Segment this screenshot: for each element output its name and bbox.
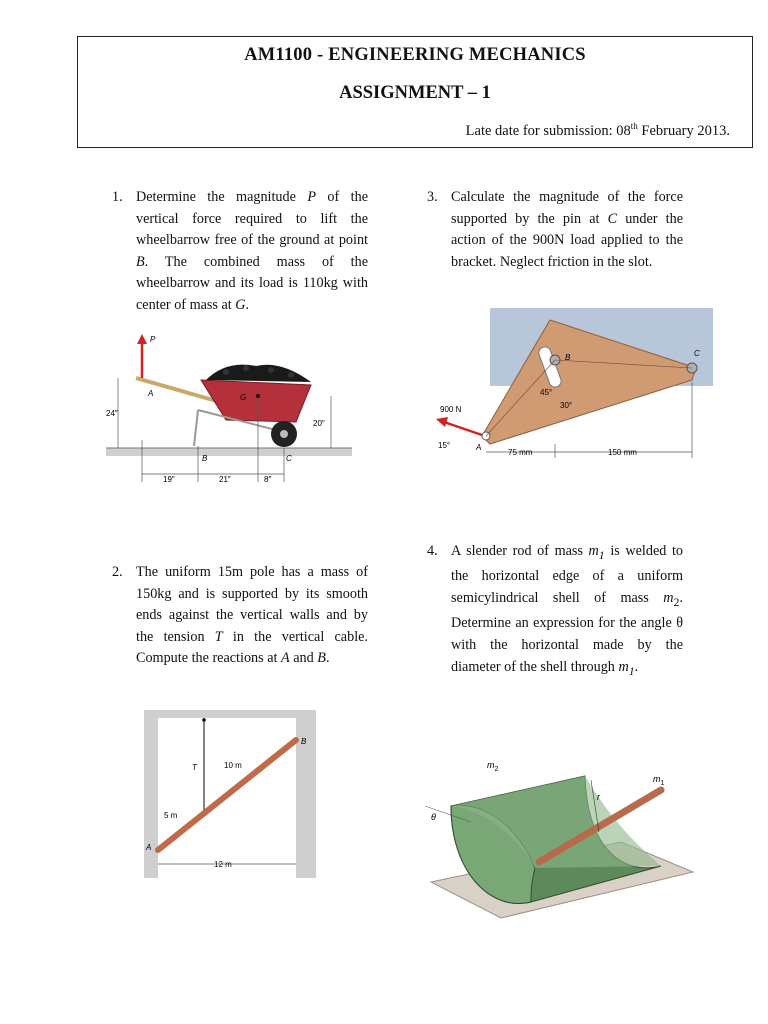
problem-number: 4. — [427, 543, 438, 559]
problem-3: 3. Calculate the magnitude of the force supported by the pin at C under the action of the 900N load applied to the bracket. Neglect friction in the slot. — [427, 189, 683, 270]
label-g: G — [240, 393, 247, 402]
dim-20: 20″ — [313, 419, 325, 428]
angle-45: 45° — [540, 388, 553, 397]
angle-15: 15° — [438, 441, 451, 450]
label-m2: $m_2$ — [487, 760, 499, 773]
course-title: AM1100 - ENGINEERING MECHANICS — [244, 45, 586, 65]
header-box — [77, 36, 753, 148]
shell-figure — [411, 742, 701, 928]
label-r: r — [597, 792, 600, 802]
problem-number: 3. — [427, 189, 438, 205]
angle-30: 30° — [560, 401, 573, 410]
problem-1: 1. Determine the magnitude P of the vertical force required to lift the wheelbarrow free of the ground at point B. The combined mass of the wheelbarrow and its load is 110kg with center of mass at G. — [112, 189, 368, 313]
problem-2: 2. The uniform 15m pole has a mass of 150kg and is supported by its smooth ends against the vertical walls and by the tension T in the vertical cable. Compute the reactions at A and B. — [112, 564, 368, 667]
label-c: C — [694, 349, 700, 358]
wheelbarrow-figure — [106, 330, 352, 488]
label-900n: 900 N — [440, 405, 462, 414]
dim-8: 8″ — [264, 475, 272, 484]
label-a: A — [148, 389, 154, 398]
dim-150: 150 mm — [608, 448, 637, 457]
dim-21: 21″ — [219, 475, 231, 484]
ceiling — [158, 710, 296, 718]
label-c: C — [286, 454, 292, 463]
pole-figure — [144, 710, 316, 882]
label-b: B — [565, 353, 571, 362]
label-m1: $m_1$ — [653, 774, 665, 787]
label-b: B — [202, 454, 208, 463]
label-p: P — [150, 335, 156, 344]
problem-4: 4. A slender rod of mass $m_1$ is welded to the horizontal edge of a uniform semicylindrical shell of mass $m_2$. Determine an expression for the angle θ with the horizontal made by the diameter of the shell through $m_1$. — [427, 543, 683, 678]
bracket-figure — [428, 308, 713, 464]
label-12m: 12 m — [214, 860, 232, 869]
right-wall — [296, 710, 316, 878]
label-theta: θ — [431, 812, 436, 822]
label-10m: 10 m — [224, 761, 242, 770]
label-b: B — [301, 737, 307, 746]
dim-19: 19″ — [163, 475, 175, 484]
assignment-title: ASSIGNMENT – 1 — [339, 83, 491, 103]
problem-number: 2. — [112, 564, 123, 580]
label-a: A — [476, 443, 482, 452]
ground — [106, 448, 352, 456]
left-wall — [144, 710, 158, 878]
label-a: A — [146, 843, 152, 852]
dim-24: 24″ — [106, 409, 118, 418]
late-date: Late date for submission: 08th February 2013. — [465, 121, 730, 139]
label-t: T — [192, 763, 197, 772]
label-5m: 5 m — [164, 811, 178, 820]
problem-number: 1. — [112, 189, 123, 205]
dim-75: 75 mm — [508, 448, 533, 457]
